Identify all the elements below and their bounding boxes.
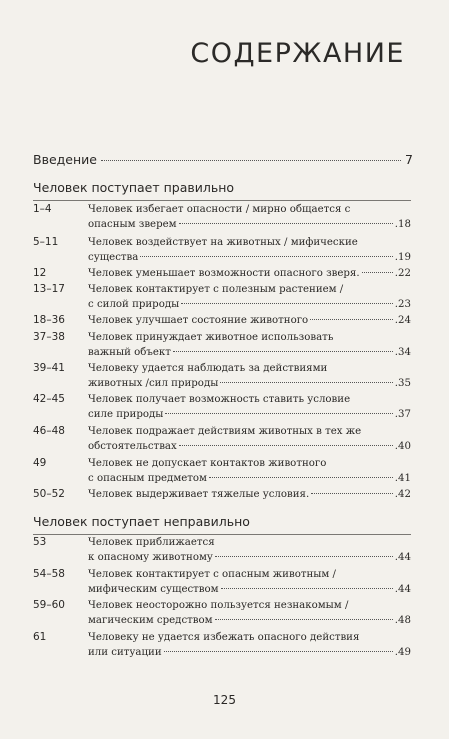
entry-line-text: Человек контактирует с опасным животным / <box>88 569 336 580</box>
entry-range: 46–48 <box>33 425 65 437</box>
dot-leader <box>311 493 393 494</box>
entry-line-text: Человек уменьшает возможности опасного зверя. <box>88 268 360 279</box>
entry-page: .22 <box>394 268 411 279</box>
entry-line-text: Человек воздействует на животных / мифические <box>88 237 358 248</box>
entry-line-text: опасным зверем <box>88 219 177 230</box>
entry-line <box>88 407 411 422</box>
section-rule <box>33 200 411 201</box>
entry-text <box>88 630 411 660</box>
entry-page: .37 <box>394 409 411 420</box>
toc-entry <box>33 424 411 454</box>
entry-range: 42–45 <box>33 393 65 405</box>
entry-line <box>88 376 411 391</box>
entry-line-text: Человек улучшает состояние животного <box>88 315 309 326</box>
entry-text <box>88 487 411 502</box>
dot-leader <box>215 619 393 620</box>
dot-leader <box>173 351 393 352</box>
entry-line <box>88 235 411 250</box>
entry-line-text: Человеку удается наблюдать за действиями <box>88 363 328 374</box>
entry-line <box>88 487 411 502</box>
entry-line-text: животных /сил природы <box>88 378 219 389</box>
entry-line <box>88 613 411 628</box>
entry-range: 12 <box>33 267 47 279</box>
dot-leader <box>165 413 392 414</box>
entry-line <box>88 313 411 328</box>
entry-line-text: важный объект <box>88 347 171 358</box>
entry-line <box>88 345 411 360</box>
dot-leader <box>164 651 393 652</box>
toc-entry <box>33 282 411 312</box>
toc-entry <box>33 598 411 628</box>
toc-entry <box>33 535 411 565</box>
entry-text <box>88 424 411 454</box>
entry-line-text: Человеку не удается избежать опасного действия <box>88 632 360 643</box>
entry-line <box>88 582 411 597</box>
entry-page: .48 <box>394 615 411 626</box>
entry-line <box>88 645 411 660</box>
entry-line-text: Человек избегает опасности / мирно общается с <box>88 204 351 215</box>
entry-range: 18–36 <box>33 314 65 326</box>
entry-line <box>88 250 411 265</box>
entry-page: .23 <box>394 299 411 310</box>
entry-text <box>88 361 411 391</box>
entry-line-text: Человек получает возможность ставить условие <box>88 394 351 405</box>
entry-range: 61 <box>33 631 47 643</box>
entry-line <box>88 550 411 565</box>
entry-page: .34 <box>394 347 411 358</box>
entry-text <box>88 202 411 232</box>
entry-line <box>88 361 411 376</box>
entry-line-text: или ситуации <box>88 647 162 658</box>
entry-page: .44 <box>394 552 411 563</box>
toc-entry <box>33 456 411 486</box>
entry-line <box>88 424 411 439</box>
dot-leader <box>215 556 393 557</box>
entry-line-text: с опасным предметом <box>88 473 207 484</box>
entry-line-text: с силой природы <box>88 299 180 310</box>
entry-line-text: обстоятельствах <box>88 441 177 452</box>
entry-range: 59–60 <box>33 599 65 611</box>
entry-page: .49 <box>394 647 411 658</box>
section-heading: Человек поступает правильно <box>33 180 235 195</box>
entry-line-text: силе природы <box>88 409 164 420</box>
entry-line-text: магическим средством <box>88 615 213 626</box>
entry-text <box>88 235 411 265</box>
entry-text <box>88 456 411 486</box>
entry-page: .42 <box>394 489 411 500</box>
dot-leader <box>310 319 393 320</box>
entry-line-text: к опасному животному <box>88 552 213 563</box>
entry-line <box>88 456 411 471</box>
toc-entry <box>33 202 411 232</box>
entry-line-text: Человек не допускает контактов животного <box>88 458 327 469</box>
entry-page: .40 <box>394 441 411 452</box>
dot-leader <box>220 382 392 383</box>
intro-label: Введение <box>33 152 97 167</box>
entry-text <box>88 392 411 422</box>
entry-page: .18 <box>394 219 411 230</box>
entry-line-text: существа <box>88 252 139 263</box>
dot-leader <box>209 477 393 478</box>
toc-entry <box>33 361 411 391</box>
toc-entry <box>33 630 411 660</box>
entry-line <box>88 471 411 486</box>
entry-page: .19 <box>394 252 411 263</box>
entry-text <box>88 535 411 565</box>
entry-range: 5–11 <box>33 236 59 248</box>
entry-page: .44 <box>394 584 411 595</box>
dot-leader <box>101 160 401 161</box>
entry-line <box>88 630 411 645</box>
entry-line <box>88 202 411 217</box>
toc-entry <box>33 567 411 597</box>
entry-line <box>88 297 411 312</box>
entry-text <box>88 567 411 597</box>
intro-page: 7 <box>405 152 413 167</box>
dot-leader <box>362 272 393 273</box>
toc-intro-entry <box>33 152 413 167</box>
entry-text <box>88 313 411 328</box>
entry-line <box>88 330 411 345</box>
section-heading: Человек поступает неправильно <box>33 514 250 529</box>
entry-line <box>88 567 411 582</box>
entry-line-text: мифическим существом <box>88 584 219 595</box>
entry-line <box>88 282 411 297</box>
entry-range: 49 <box>33 457 47 469</box>
entry-range: 1–4 <box>33 203 52 215</box>
entry-page: .41 <box>394 473 411 484</box>
entry-line <box>88 266 411 281</box>
page-title: СОДЕРЖАНИЕ <box>190 38 405 69</box>
entry-line <box>88 535 411 550</box>
entry-range: 39–41 <box>33 362 65 374</box>
entry-line-text: Человек выдерживает тяжелые условия. <box>88 489 310 500</box>
entry-text <box>88 282 411 312</box>
dot-leader <box>181 303 393 304</box>
entry-line-text: Человек принуждает животное использовать <box>88 332 334 343</box>
entry-page: .35 <box>394 378 411 389</box>
toc-entry <box>33 235 411 265</box>
entry-line-text: Человек неосторожно пользуется незнакомым / <box>88 600 349 611</box>
entry-range: 13–17 <box>33 283 65 295</box>
entry-text <box>88 598 411 628</box>
entry-range: 54–58 <box>33 568 65 580</box>
entry-text <box>88 266 411 281</box>
entry-range: 50–52 <box>33 488 65 500</box>
dot-leader <box>179 223 393 224</box>
entry-page: .24 <box>394 315 411 326</box>
entry-line <box>88 439 411 454</box>
entry-range: 37–38 <box>33 331 65 343</box>
toc-entry <box>33 392 411 422</box>
dot-leader <box>179 445 393 446</box>
toc-entry <box>33 313 411 328</box>
toc-entry <box>33 266 411 281</box>
entry-line <box>88 598 411 613</box>
toc-entry <box>33 330 411 360</box>
entry-range: 53 <box>33 536 47 548</box>
entry-line <box>88 217 411 232</box>
entry-text <box>88 330 411 360</box>
entry-line <box>88 392 411 407</box>
entry-line-text: Человек подражает действиям животных в тех же <box>88 426 362 437</box>
entry-line-text: Человек приближается <box>88 537 215 548</box>
page-number: 125 <box>213 693 236 707</box>
dot-leader <box>140 256 392 257</box>
entry-line-text: Человек контактирует с полезным растением / <box>88 284 344 295</box>
dot-leader <box>221 588 393 589</box>
toc-entry <box>33 487 411 502</box>
